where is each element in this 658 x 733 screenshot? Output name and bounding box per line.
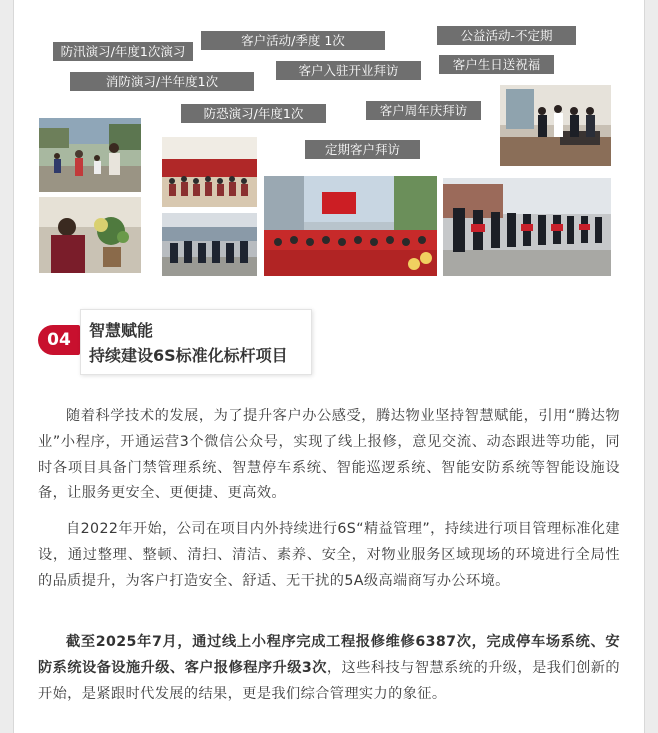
page-frame-right <box>644 0 658 733</box>
photo-flower-arranging <box>39 197 141 273</box>
photo-street-lineup <box>443 178 611 276</box>
paragraph-achievements <box>38 630 620 707</box>
photo-indoor-event <box>162 137 257 207</box>
paragraph-smart-empowerment: 随着科学技术的发展，为了提升客户办公感受，腾达物业坚持智慧赋能，引用“腾达物业”小程序，开通运营3个微信公众号，实现了线上报修，意见交流、动态跟进等功能，同时各项目具备门禁管理系统、智慧停车系统、智能巡逻系统、智能安防系统等智能设施设备，让服务更安全、更便捷、更高效。 <box>38 408 620 502</box>
section-title-line1: 智慧赋能 <box>89 321 154 340</box>
activity-tag-fire-drill: 消防演习/半年度1次 <box>70 72 254 91</box>
activity-tag-opening-visit: 客户入驻开业拜访 <box>276 61 421 80</box>
activity-tag-birthday: 客户生日送祝福 <box>439 55 554 74</box>
section-number-badge: 04 <box>38 325 80 355</box>
achievements-rest: ，这些科技与智慧系统的升级，是我们创新的开始，是紧跟时代发展的结果，更是我们综合管理实力的象征。 <box>38 659 620 702</box>
activity-tag-client-activity: 客户活动/季度 1次 <box>201 31 385 50</box>
paragraph-6s-management: 自2022年开始，公司在项目内外持续进行6S“精益管理”，持续进行项目管理标准化建设，通过整理、整顿、清扫、清洁、素养、安全，对物业服务区域现场的环境进行全局性的品质提升，为客户打造安全、舒适、无干扰的5A级高端商写办公环境。 <box>38 521 620 589</box>
activity-tag-flood-drill: 防汛演习/年度1次演习 <box>53 42 193 61</box>
section-title-line2: 持续建设6S标准化标杆项目 <box>89 346 288 365</box>
activity-tag-regular-visit: 定期客户拜访 <box>305 140 420 159</box>
page-frame-left <box>0 0 14 733</box>
activity-tag-antiterror-drill: 防恐演习/年度1次 <box>181 104 326 123</box>
photo-office-visit <box>500 85 611 166</box>
photo-team-flag <box>264 176 437 276</box>
activity-tag-charity: 公益活动-不定期 <box>437 26 576 45</box>
activity-tag-anniversary-visit: 客户周年庆拜访 <box>366 101 481 120</box>
achievements-highlight: 截至2025年7月，通过线上小程序完成工程报修维修6387次，完成停车场系统、安防系统设备设施升级、客户报修程序升级3次 <box>38 634 620 676</box>
photo-outdoor-dance <box>39 118 141 192</box>
section-title-box <box>80 309 312 375</box>
photo-drill-group <box>162 213 257 276</box>
